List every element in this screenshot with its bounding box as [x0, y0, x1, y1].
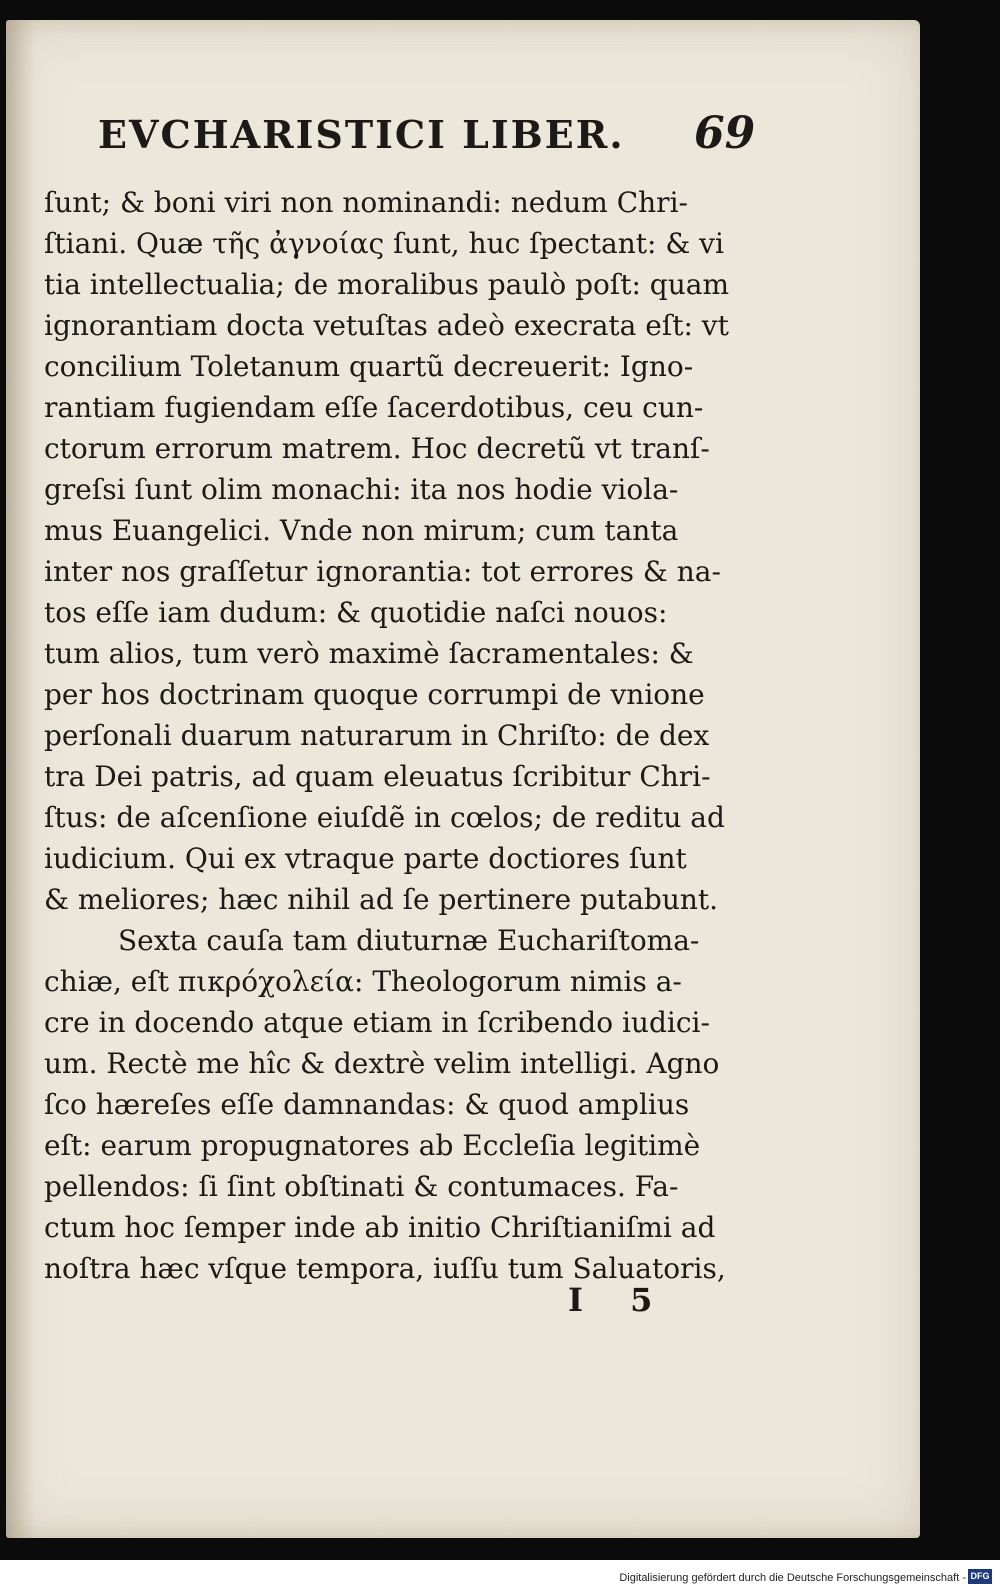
text-line: concilium Toletanum quartũ decreuerit: Igno- — [44, 350, 694, 383]
text-line: eſt: earum propugnatores ab Eccleſia legitimè — [44, 1129, 701, 1162]
text-line: noſtra hæc vſque tempora, iuſſu tum Saluatoris, — [44, 1252, 726, 1285]
running-head: EVCHARISTICI LIBER. — [98, 112, 625, 157]
text-line: & meliores; hæc nihil ad ſe pertinere putabunt. — [44, 883, 719, 916]
text-line: rantiam fugiendam eſſe ſacerdotibus, ceu cun- — [44, 391, 704, 424]
text-line: tum alios, tum verò maximè ſacramentales: & — [44, 637, 694, 670]
text-line: cre in docendo atque etiam in ſcribendo iudici- — [44, 1006, 710, 1039]
text-line: chiæ, eſt πικρόχολεία: Theologorum nimis a- — [44, 965, 682, 998]
dfg-logo: DFG — [968, 1569, 992, 1584]
text-line: tra Dei patris, ad quam eleuatus ſcribitur Chri- — [44, 760, 711, 793]
signature-mark: I 5 — [568, 1281, 671, 1319]
text-line: perſonali duarum naturarum in Chriſto: de dex — [44, 719, 710, 752]
text-line: tos eſſe iam dudum: & quotidie naſci nouos: — [44, 596, 668, 629]
text-line: ctum hoc ſemper inde ab initio Chriſtianiſmi ad — [44, 1211, 716, 1244]
text-line: inter nos graſſetur ignorantia: tot errores & na- — [44, 555, 721, 588]
text-line: tia intellectualia; de moralibus paulò poſt: quam — [44, 268, 730, 301]
text-line: ſtiani. Quæ τῆς ἀγνοίας ſunt, huc ſpectant: & vi — [44, 227, 724, 260]
page-gutter-shadow — [6, 20, 36, 1538]
text-line: ignorantiam docta vetuſtas adeò execrata eſt: vt — [44, 309, 729, 342]
paragraph-first-line: Sexta cauſa tam diuturnæ Euchariſtoma- — [118, 924, 700, 957]
text-line: mus Euangelici. Vnde non mirum; cum tanta — [44, 514, 679, 547]
text-line: iudicium. Qui ex vtraque parte doctiores ſunt — [44, 842, 687, 875]
text-line: ctorum errorum matrem. Hoc decretũ vt tranſ- — [44, 432, 710, 465]
text-line: per hos doctrinam quoque corrumpi de vnione — [44, 678, 705, 711]
text-line: um. Rectè me hîc & dextrè velim intelligi. Agno — [44, 1047, 720, 1080]
text-line: ſtus: de aſcenſione eiuſdẽ in cœlos; de reditu ad — [44, 801, 725, 834]
text-line: greſsi ſunt olim monachi: ita nos hodie viola- — [44, 473, 679, 506]
funding-credit: Digitalisierung gefördert durch die Deutsche Forschungsgemeinschaft - — [619, 1572, 966, 1584]
text-line: ſunt; & boni viri non nominandi: nedum Chri- — [44, 186, 688, 219]
text-line: ſco hæreſes eſſe damnandas: & quod amplius — [44, 1088, 690, 1121]
page-number: 69 — [694, 108, 756, 159]
text-line: pellendos: ſi ſint obſtinati & contumaces. Fa- — [44, 1170, 679, 1203]
